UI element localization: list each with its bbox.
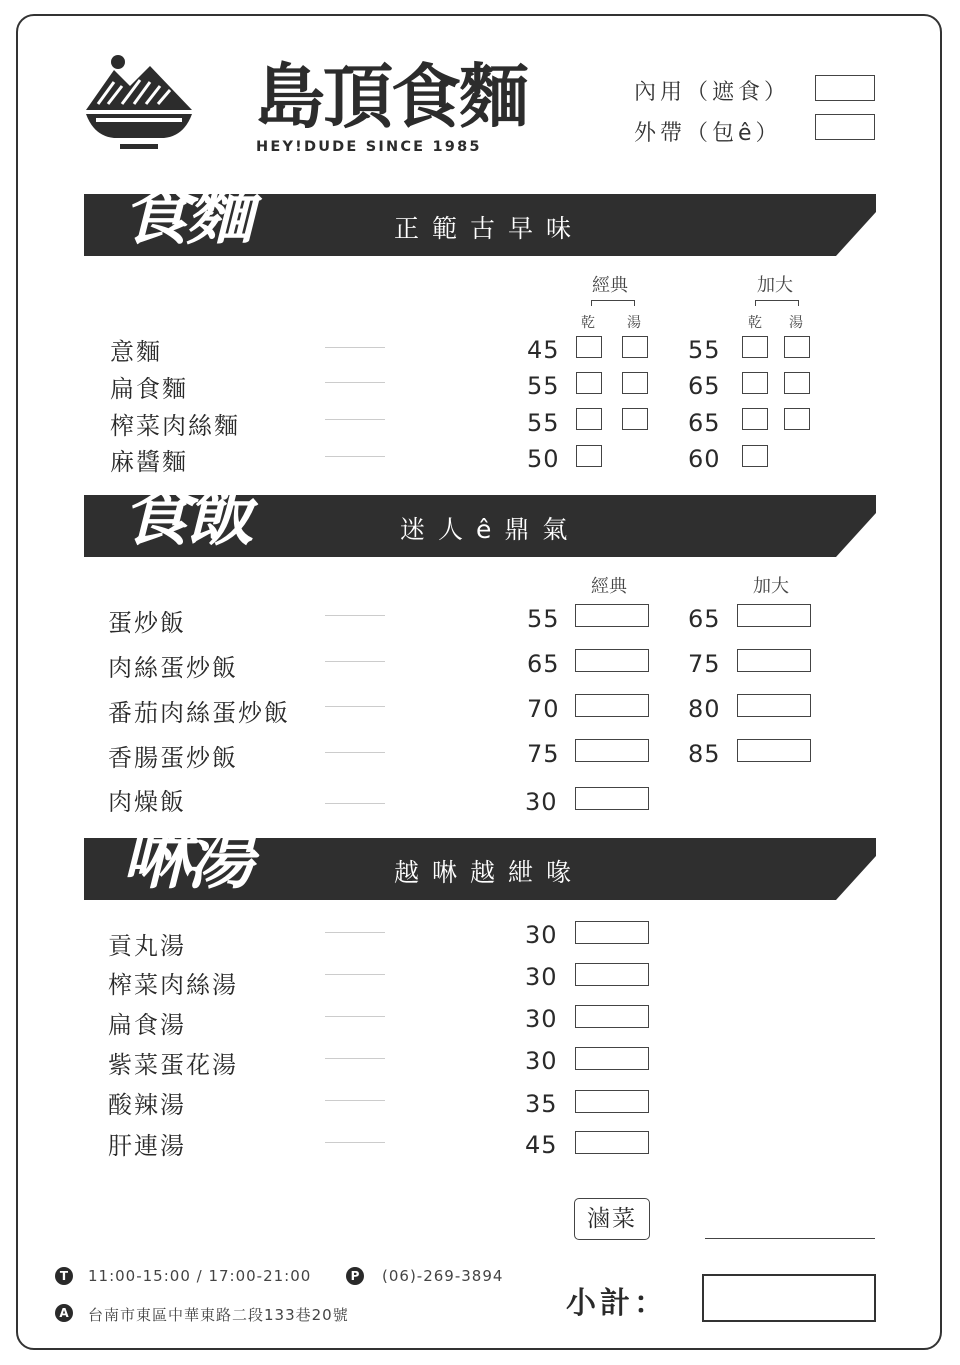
soup-price: 30 [525, 963, 558, 991]
leader-line [325, 419, 385, 420]
soup-qty-box[interactable] [575, 921, 649, 944]
rice-large-price: 65 [688, 605, 721, 633]
soup-price: 45 [525, 1131, 558, 1159]
noodles-banner [84, 176, 876, 256]
noodle-item-name: 扁食麵 [110, 375, 188, 403]
noodle-classic-dry-checkbox[interactable] [576, 372, 602, 394]
noodle-classic-price: 50 [527, 445, 560, 473]
braised-dish-write-line[interactable] [705, 1238, 875, 1239]
hours-icon: T [55, 1267, 73, 1285]
business-hours: 11:00-15:00 / 17:00-21:00 [88, 1267, 312, 1285]
dine-in-label: 內用（遮食） [634, 80, 791, 105]
rice-classic-qty-box[interactable] [575, 739, 649, 762]
noodle-large-soup-checkbox[interactable] [784, 408, 810, 430]
noodle-item-name: 意麵 [110, 338, 162, 366]
rice-large-price: 75 [688, 650, 721, 678]
take-out-checkbox[interactable] [815, 114, 875, 140]
rice-large-qty-box[interactable] [737, 649, 811, 672]
noodle-classic-dry-checkbox[interactable] [576, 408, 602, 430]
mountain-bowl-logo-icon [84, 52, 194, 152]
noodle-classic-soup-checkbox[interactable] [622, 408, 648, 430]
noodle-large-dry-checkbox[interactable] [742, 408, 768, 430]
rice-classic-price: 75 [527, 740, 560, 768]
noodle-large-dry-checkbox[interactable] [742, 372, 768, 394]
soup-item-name: 紫菜蛋花湯 [108, 1051, 238, 1079]
rice-classic-qty-box[interactable] [575, 604, 649, 627]
rice-classic-price: 65 [527, 650, 560, 678]
subtotal-box[interactable] [702, 1274, 876, 1322]
leader-line [325, 1058, 385, 1059]
noodle-large-price: 55 [688, 336, 721, 364]
noodle-large-soup-checkbox[interactable] [784, 336, 810, 358]
noodle-classic-price: 55 [527, 372, 560, 400]
leader-line [325, 752, 385, 753]
noodle-classic-soup-checkbox[interactable] [622, 372, 648, 394]
noodle-classic-price: 55 [527, 409, 560, 437]
noodles-section-subtitle: 正範古早味 [394, 214, 585, 243]
large-soup-header: 湯 [789, 315, 803, 331]
noodle-large-price: 65 [688, 409, 721, 437]
rice-classic-qty-box[interactable] [575, 694, 649, 717]
rice-large-qty-box[interactable] [737, 694, 811, 717]
dine-in-checkbox[interactable] [815, 75, 875, 101]
leader-line [325, 974, 385, 975]
rice-large-qty-box[interactable] [737, 739, 811, 762]
address: 台南市東區中華東路二段133巷20號 [88, 1306, 349, 1324]
soup-section-subtitle: 越啉越紲喙 [394, 858, 585, 887]
soup-banner [84, 820, 876, 900]
noodle-item-name: 麻醬麵 [110, 448, 188, 476]
leader-line [325, 347, 385, 348]
leader-line [325, 706, 385, 707]
soup-item-name: 榨菜肉絲湯 [108, 971, 238, 999]
noodle-large-price: 60 [688, 445, 721, 473]
soup-qty-box[interactable] [575, 963, 649, 986]
rice-classic-header: 經典 [591, 576, 627, 597]
rice-large-price: 80 [688, 695, 721, 723]
rice-classic-qty-box[interactable] [575, 787, 649, 810]
leader-line [325, 661, 385, 662]
subtotal-label: 小計： [566, 1286, 668, 1321]
soup-qty-box[interactable] [575, 1090, 649, 1113]
rice-large-header: 加大 [753, 576, 789, 597]
address-icon: A [55, 1304, 73, 1322]
noodles-classic-header: 經典 [592, 275, 628, 296]
brand-tagline: HEY!DUDE SINCE 1985 [256, 139, 482, 155]
take-out-label: 外帶（包ê） [634, 121, 782, 146]
rice-large-price: 85 [688, 740, 721, 768]
classic-dry-header: 乾 [581, 315, 595, 331]
rice-large-qty-box[interactable] [737, 604, 811, 627]
soup-qty-box[interactable] [575, 1005, 649, 1028]
braised-dish-label: 滷菜 [574, 1198, 650, 1240]
soup-price: 35 [525, 1090, 558, 1118]
noodle-item-name: 榨菜肉絲麵 [110, 412, 240, 440]
noodles-large-header: 加大 [757, 275, 793, 296]
rice-item-name: 肉燥飯 [108, 788, 186, 816]
soup-qty-box[interactable] [575, 1131, 649, 1154]
soup-item-name: 貢丸湯 [108, 932, 186, 960]
noodle-large-price: 65 [688, 372, 721, 400]
noodle-large-soup-checkbox[interactable] [784, 372, 810, 394]
soup-item-name: 肝連湯 [108, 1132, 186, 1160]
soup-price: 30 [525, 921, 558, 949]
rice-classic-price: 30 [525, 788, 558, 816]
rice-classic-price: 55 [527, 605, 560, 633]
leader-line [325, 382, 385, 383]
rice-section-title: 食飯 [122, 477, 251, 556]
rice-section-subtitle: 迷人ê鼎氣 [400, 515, 581, 544]
leader-line [325, 932, 385, 933]
noodle-classic-dry-checkbox[interactable] [576, 336, 602, 358]
rice-item-name: 蛋炒飯 [108, 609, 186, 637]
noodle-classic-soup-checkbox[interactable] [622, 336, 648, 358]
soup-qty-box[interactable] [575, 1047, 649, 1070]
rice-classic-qty-box[interactable] [575, 649, 649, 672]
leader-line [325, 615, 385, 616]
brand-name: 島頂食麵 [255, 56, 527, 138]
classic-bracket [591, 300, 635, 306]
soup-price: 30 [525, 1005, 558, 1033]
rice-item-name: 香腸蛋炒飯 [108, 744, 238, 772]
rice-item-name: 肉絲蛋炒飯 [108, 654, 238, 682]
soup-item-name: 扁食湯 [108, 1011, 186, 1039]
leader-line [325, 1100, 385, 1101]
leader-line [325, 456, 385, 457]
leader-line [325, 803, 385, 804]
noodle-classic-price: 45 [527, 336, 560, 364]
soup-price: 30 [525, 1047, 558, 1075]
large-dry-header: 乾 [748, 315, 762, 331]
rice-banner [84, 477, 876, 557]
classic-soup-header: 湯 [627, 315, 641, 331]
phone-icon: P [346, 1267, 364, 1285]
rice-classic-price: 70 [527, 695, 560, 723]
noodle-classic-dry-checkbox[interactable] [576, 445, 602, 467]
leader-line [325, 1016, 385, 1017]
noodle-large-dry-checkbox[interactable] [742, 445, 768, 467]
leader-line [325, 1142, 385, 1143]
large-bracket [755, 300, 799, 306]
phone-number: (06)-269-3894 [382, 1267, 504, 1285]
soup-section-title: 啉湯 [122, 820, 251, 899]
soup-item-name: 酸辣湯 [108, 1091, 186, 1119]
noodle-large-dry-checkbox[interactable] [742, 336, 768, 358]
noodles-section-title: 食麵 [122, 176, 251, 255]
rice-item-name: 番茄肉絲蛋炒飯 [108, 699, 290, 727]
